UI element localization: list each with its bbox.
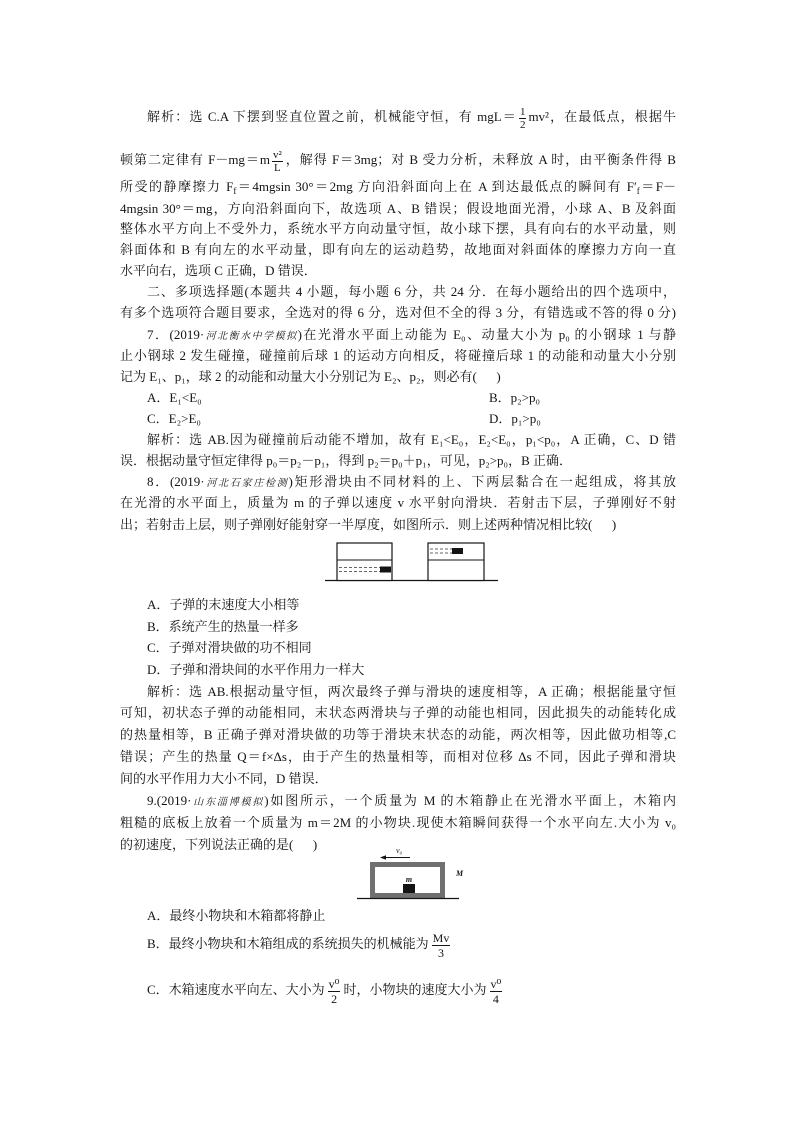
text-run: )如图所示，一个质量为 M 的木箱静止在光滑水平面上，木箱内	[264, 793, 677, 808]
block-mass-label: m	[405, 875, 413, 884]
arrow-head-icon	[380, 855, 386, 859]
text-run: 时，小物块的速度大小为	[343, 982, 487, 997]
text-run: 9.(2019·	[147, 793, 192, 808]
q8-stem-line-1	[147, 471, 676, 493]
bullet	[452, 548, 463, 554]
text-run: ＝F－	[639, 179, 677, 194]
q8-solution-line-5: 间的水平作用力大小不同，D 错误．	[120, 771, 328, 786]
q6-solution-line-7: 水平向右，选项 C 正确，D 错误．	[120, 263, 317, 278]
fraction-denominator: 3	[438, 945, 444, 960]
q8-stem-line-3: 出；若射击上层，则子弹刚好能射穿一半厚度，如图所示．则上述两种情况相比较( )	[120, 517, 617, 532]
fraction-numerator: v⁰	[490, 976, 502, 991]
fraction-mv-over-3	[432, 931, 451, 960]
fraction-one-half	[519, 106, 527, 131]
q6-solution-line-1	[147, 105, 676, 131]
fraction-denominator: L	[274, 161, 281, 174]
q7-option-d: D．p₁>p₀	[489, 411, 541, 426]
fraction-numerator: Mv	[432, 930, 450, 945]
q9-figure-wooden-box	[350, 843, 480, 905]
q7-solution-line-1: 解析：选 AB.因为碰撞前后动能不增加，故有 E₁<E₀，E₂<E₀，p₁<p₀，A 正确，C、D 错	[147, 432, 676, 447]
fraction-denominator: 4	[492, 991, 499, 1006]
q9-option-b	[147, 930, 676, 960]
block-shot-upper-layer	[428, 543, 484, 581]
q8-option-b: B．系统产生的热量一样多	[147, 619, 299, 634]
q7-option-c: C．E₂>E₀	[147, 411, 201, 426]
text-run: )矩形滑块由不同材料的上、下两层黏合在一起组成，将其放	[288, 474, 676, 489]
text-run: )在光滑水平面上动能为 E₀、动量大小为 p₀ 的小钢球 1 与静	[297, 327, 677, 342]
text-run: 所受的静摩擦力 F	[120, 179, 234, 194]
text-run: 顿第二定律有 F－mg＝m	[120, 152, 270, 167]
q9-stem-line-1	[147, 790, 676, 812]
subscript: f	[233, 186, 237, 196]
fraction-v0-over-4	[490, 977, 503, 1006]
box-mass-label: M	[456, 869, 464, 878]
q8-option-a: A．子弹的末速度大小相等	[147, 597, 300, 612]
q8-option-c: C．子弹对滑块做的功不相同	[147, 640, 312, 655]
text-run: ，解得 F＝3mg；对 B 受力分析，未释放 A 时，由平衡条件得 B	[284, 152, 676, 167]
q8-solution-line-4: 错误；产生的热量 Q＝f×Δs，由于产生的热量相等，而相对位移 Δs 不同，因此子弹和滑块	[120, 749, 676, 764]
fraction-denominator: 2	[331, 991, 338, 1006]
text-run: ＝4mgsin 30°＝2mg 方向沿斜面向上在 A 到达最低点的瞬间有 F′	[236, 179, 637, 194]
fraction-denominator: 2	[519, 118, 526, 131]
q9-option-c	[147, 976, 676, 1006]
q9-option-a: A．最终小物块和木箱都将静止	[147, 908, 326, 923]
small-block	[403, 884, 415, 893]
q6-solution-line-5: 整体水平方向上不受外力，系统水平方向动量守恒，故小球下摆，具有向右的水平动量，则	[120, 221, 676, 236]
q6-solution-line-6: 斜面体和 B 有向左的水平动量，即有向左的运动趋势，故地面对斜面体的摩擦力方向一直	[120, 242, 676, 257]
q8-solution-line-2: 可知，初状态子弹的动能相同，末状态两滑块与子弹的动能也相同，因此损失的动能转化成	[120, 705, 676, 720]
q6-solution-line-4: 4mgsin 30°＝mg，方向沿斜面向下，故选项 A、B 错误；假设地面光滑，小球 A、B 及斜面	[120, 201, 676, 216]
q8-solution-line-1: 解析：选 AB.根据动量守恒，两次最终子弹与滑块的速度相等，A 正确；根据能量守恒	[147, 684, 676, 699]
text-run: mv²，在最低点，根据牛	[528, 109, 676, 124]
text-run: B．最终小物块和木箱组成的系统损失的机械能为	[147, 936, 429, 951]
section-2-heading-line-1: 二、多项选择题(本题共 4 小题，每小题 6 分，共 24 分．在每小题给出的四个选项中，	[147, 284, 676, 299]
text-run: C．木箱速度水平向左、大小为	[147, 982, 325, 997]
fraction-numerator: v⁰	[328, 976, 340, 991]
q7-option-b: B．p₂>p₀	[489, 390, 541, 405]
source-tag: 河北石家庄检测	[204, 478, 289, 489]
block-shot-lower-layer	[337, 543, 392, 581]
fraction-v0-over-2	[328, 977, 341, 1006]
q6-solution-line-3	[120, 176, 676, 198]
q9-stem-line-2: 粗糙的底板上放着一个质量为 m＝2M 的小物块.现使木箱瞬间获得一个水平向左.大小为 v₀	[120, 815, 676, 830]
source-tag: 河北衡水中学模拟	[204, 331, 298, 342]
q6-solution-line-2	[120, 148, 676, 174]
text-run: 8．(2019·	[147, 474, 205, 489]
q8-stem-line-2: 在光滑的水平面上，质量为 m 的子弹以速度 v 水平射向滑块．若射击下层，子弹刚好不射	[120, 495, 676, 510]
subscript: f	[636, 186, 640, 196]
text-run: 解析：选 C.A 下摆到竖直位置之前，机械能守恒，有 mgL＝	[147, 109, 517, 124]
velocity-label: v₀	[396, 846, 403, 855]
block-outline	[337, 543, 392, 581]
q7-option-a: A．E₁<E₀	[147, 390, 202, 405]
q9-stem-line-3: 的初速度，下列说法正确的是( )	[120, 837, 318, 852]
section-2-heading-line-2: 有多个选项符合题目要求，全选对的得 6 分，选对但不全的得 3 分，有错选或不答的得 0 分)	[120, 305, 676, 320]
q8-figure-bullet-blocks	[320, 538, 505, 588]
text-run: 7．(2019·	[147, 327, 205, 342]
q7-stem-line-2: 止小钢球 2 发生碰撞，碰撞前后球 1 的运动方向相反，将碰撞后球 1 的动能和动量大小分别	[120, 348, 676, 363]
fraction-numerator: 1	[519, 105, 526, 118]
fraction-numerator: v²	[273, 148, 282, 161]
q7-solution-line-2: 误．根据动量守恒定律得 p₀＝p₂－p₁，得到 p₂＝p₀＋p₁，可见，p₂>p₀，B 正确．	[120, 453, 573, 468]
q8-option-d: D．子弹和滑块间的水平作用力一样大	[147, 662, 365, 677]
source-tag: 山东淄博模拟	[191, 797, 265, 808]
bullet	[380, 567, 391, 573]
q7-stem-line-1	[147, 324, 676, 346]
fraction-v-squared-over-l	[272, 149, 283, 174]
q7-stem-line-3: 记为 E₁、p₁，球 2 的动能和动量大小分别记为 E₂、p₂，则必有( )	[120, 369, 501, 384]
q8-solution-line-3: 的热量相等，B 正确子弹对滑块做的功等于滑块末状态的动能，两次相等，因此做功相等,C	[120, 727, 676, 742]
